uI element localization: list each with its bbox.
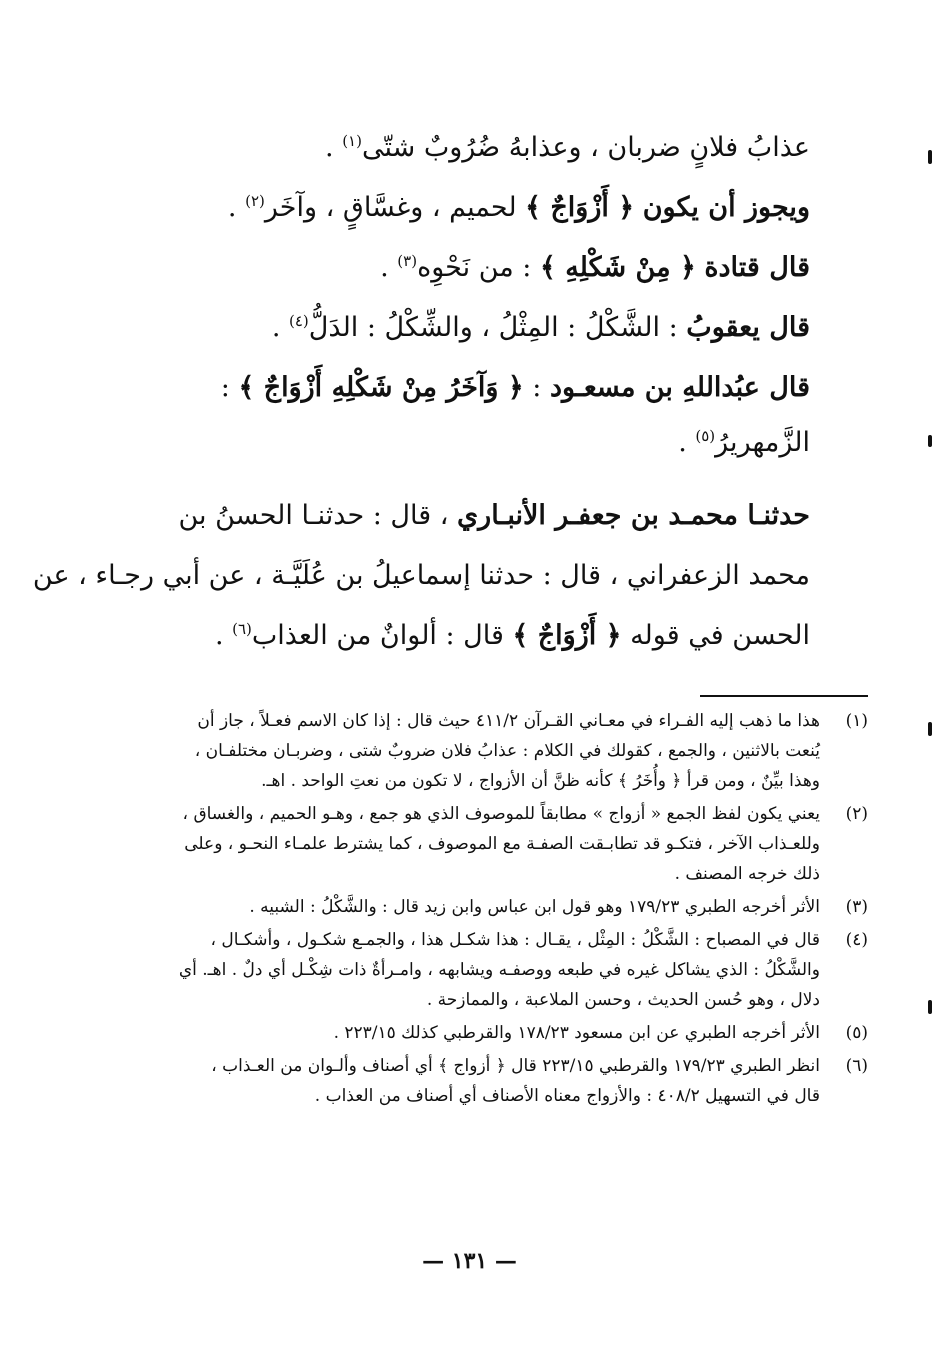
text-line [32, 546, 810, 606]
text-run: ، قال : حدثنـا الحسنُ بن [178, 500, 458, 531]
footnote-ref[interactable]: (٦) [232, 620, 252, 638]
bold-text: قال قتادة [704, 252, 810, 283]
text-run: : [220, 372, 239, 403]
bold-text: ويجوز أن يكون [642, 192, 810, 223]
text-line [118, 418, 810, 468]
footnote-body [118, 1051, 820, 1111]
footnote-line: والشَّكْلُ : الذي يشاكل غيره في طبعه ووصفـه ويشابهه ، وامـرأةٌ ذات شِكْـل أي دلٌ . اهـ. أي [178, 960, 820, 980]
footnote-body [118, 892, 820, 922]
footnote-body [118, 925, 820, 1015]
text-line [118, 178, 810, 238]
text-run: . [271, 312, 289, 343]
text-run: عذابُ فلانٍ ضربان ، وعذابهُ ضُرُوبٌ شتّى [361, 132, 810, 163]
paragraph-gap [118, 468, 810, 486]
footnote-body [118, 799, 820, 889]
text-run: . [380, 252, 398, 283]
quran-quote: ﴿ أَزْوَاجٌ ﴾ [512, 620, 622, 651]
footnote-item [118, 706, 868, 796]
quran-quote: ﴿ مِنْ شَكْلِهِ ﴾ [539, 252, 696, 283]
text-run: : الشَّكْلُ : المِثْلُ ، والشِّكْلُ : الدَلُّ [308, 312, 687, 343]
text-line [118, 486, 810, 546]
footnote-number: (٥) [845, 1023, 868, 1043]
footnotes [118, 706, 868, 1114]
footnote-ref[interactable]: (٣) [397, 252, 418, 270]
footnote-item [118, 1018, 868, 1048]
text-line [118, 358, 810, 418]
footnote-line: الأثر أخرجه الطبري ١٧٩/٢٣ وهو قول ابن عباس وابن زيد قال : والشَّكْلُ : الشبيه . [249, 897, 820, 917]
bold-text: حدثنـا محمـد بن جعفـر الأنبـاري [457, 500, 810, 531]
margin-mark [928, 150, 932, 164]
quran-quote: ﴿ وَآخَرُ مِنْ شَكْلِهِ أَزْوَاجٌ ﴾ [238, 372, 524, 403]
footnote-line: يعني يكون لفظ الجمع « أزواج » مطابقاً للموصوف الذي هو جمع ، وهـو الحميم ، والغساق ، [182, 804, 820, 824]
bold-text: قال يعقوبُ [686, 312, 810, 343]
text-run: محمد الزعفراني ، قال : حدثنا إسماعيلُ بن عُلَيَّـة ، عن أبي رجـاء ، عن [32, 560, 810, 591]
text-run: : [523, 372, 550, 403]
footnote-ref[interactable]: (٥) [695, 427, 716, 445]
footnote-item [118, 925, 868, 1015]
text-run: . [227, 192, 246, 223]
footnote-number: (٦) [845, 1056, 868, 1076]
text-run: . [678, 427, 696, 458]
footnote-line: دلال ، وهو حُسن الحديث ، وحسن الملاعبة ، والممازحة . [426, 990, 820, 1010]
footnote-number: (٢) [845, 804, 868, 824]
footnote-line: ذلك خرجه المصنف . [674, 864, 820, 884]
footnote-line: قال في التسهيل ٤٠٨/٢ : والأزواج معناه الأصناف أي أصناف من العذاب . [314, 1086, 820, 1106]
text-run: . [214, 620, 233, 651]
footnote-line: الأثر أخرجه الطبري عن ابن مسعود ١٧٨/٢٣ والقرطبي كذلك ٢٢٣/١٥ . [333, 1023, 820, 1043]
footnote-line: انظر الطبري ١٧٩/٢٣ والقرطبي ٢٢٣/١٥ قال ﴿ أزواج ﴾ أي أصناف وألـوان من العـذاب ، [211, 1056, 820, 1076]
quran-quote: ﴿ أَزْوَاجٌ ﴾ [525, 192, 635, 223]
text-run: : من نَحْوِه [417, 252, 540, 283]
footnote-ref[interactable]: (٢) [245, 192, 265, 210]
text-line [118, 238, 810, 298]
footnote-number: (٤) [845, 930, 868, 950]
bold-text: قال عبُداللهِ بن مسعـود [549, 372, 810, 403]
text-run: الحسن في قوله [621, 620, 810, 651]
text-line [118, 298, 810, 358]
margin-mark [928, 722, 932, 736]
footnote-item [118, 799, 868, 889]
text-run: . [325, 132, 343, 163]
footnote-body [118, 1018, 820, 1048]
footnote-body [118, 706, 820, 796]
footnote-ref[interactable]: (٤) [289, 312, 309, 330]
margin-mark [928, 435, 932, 447]
footnote-line: وللعـذاب الآخر ، فتكـو قد تطابـقت الصفـة مع الموصوف ، كما يشترط علمـاء النحـو ، وعلى [184, 834, 820, 854]
page-number: — ١٣١ — [422, 1248, 517, 1274]
footnote-number: (٣) [845, 897, 868, 917]
text-line [118, 606, 810, 666]
text-run: الزَّمهريرُ [715, 427, 810, 458]
footnote-item [118, 1051, 868, 1111]
text-run: قال : ألوانٌ من العذاب [251, 620, 513, 651]
footnote-separator [700, 695, 868, 697]
footnote-line: وهذا بيِّنٌ ، ومن قرأ ﴿ وأُخَرُ ﴾ كأنه ظنَّ أن الأزواج ، لا تكون من نعتِ الواحد . اهـ. [261, 771, 820, 791]
footnote-line: قال في المصباح : الشَّكْلُ : المِثْل ، يقـال : هذا شكـل هذا ، والجمـع شكـول ، وأشكـال ، [210, 930, 820, 950]
footnote-number: (١) [845, 711, 868, 731]
footnote-item [118, 892, 868, 922]
footnote-line: هذا ما ذهب إليه الفـراء في معـاني القـرآن ٤١١/٢ حيث قال : إذا كان الاسم فعـلاً ، جاز أن [197, 711, 820, 731]
text-line [118, 118, 810, 178]
footnote-line: يُنعت بالاثنين ، والجمع ، كقولك في الكلام : عذابُ فلان ضروبٌ شتى ، وضربـان مختلفـان ، [194, 741, 820, 761]
main-text [32, 118, 810, 666]
margin-mark [928, 1000, 932, 1014]
footnote-ref[interactable]: (١) [342, 132, 362, 150]
text-run: لحميم ، وغسَّاقٍ ، وآخَر [264, 192, 526, 223]
